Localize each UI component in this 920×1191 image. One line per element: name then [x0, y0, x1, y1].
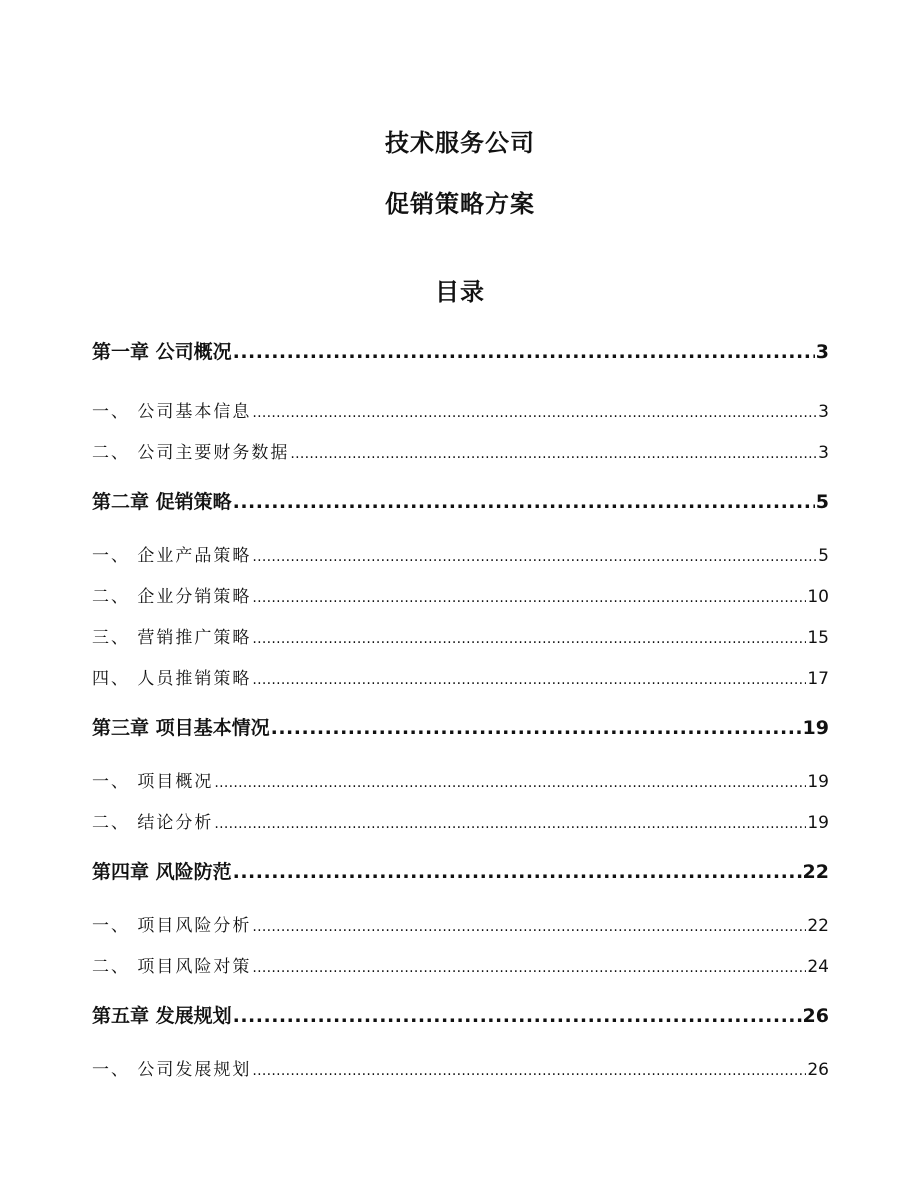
toc-leader-dots	[214, 775, 806, 791]
toc-section-2-4[interactable]	[92, 664, 829, 689]
toc-page-number: 22	[807, 916, 829, 936]
toc-leader-dots	[233, 491, 815, 513]
toc-page-number: 19	[807, 813, 829, 833]
toc-page-number: 24	[807, 957, 829, 977]
toc-leader-dots	[214, 816, 806, 832]
toc-leader-dots	[252, 1063, 806, 1079]
toc-page-number: 22	[802, 861, 829, 883]
toc-chapter-3[interactable]	[92, 713, 829, 740]
toc-entry-label: 第四章 风险防范	[92, 861, 232, 883]
toc-page-number: 5	[815, 491, 829, 513]
toc-section-5-1[interactable]	[92, 1055, 829, 1080]
toc-page-number: 10	[807, 587, 829, 607]
toc-entry-label: 第一章 公司概况	[92, 341, 232, 363]
toc-page-number: 3	[818, 402, 829, 422]
toc-leader-dots	[252, 672, 806, 688]
toc-chapter-5[interactable]	[92, 1001, 829, 1028]
toc-heading: 目录	[435, 278, 485, 306]
toc-leader-dots	[252, 549, 817, 565]
toc-page-number: 17	[807, 669, 829, 689]
toc-leader-dots	[233, 861, 802, 883]
toc-leader-dots	[252, 919, 806, 935]
toc-entry-label: 一、 公司基本信息	[92, 402, 252, 422]
toc-entry-label: 一、 项目风险分析	[92, 916, 252, 936]
toc-entry-label: 二、 项目风险对策	[92, 957, 252, 977]
toc-section-2-1[interactable]	[92, 541, 829, 566]
toc-entry-label: 三、 营销推广策略	[92, 628, 252, 648]
toc-section-4-2[interactable]	[92, 952, 829, 977]
toc-chapter-4[interactable]	[92, 857, 829, 884]
toc-section-2-3[interactable]	[92, 623, 829, 648]
toc-leader-dots	[233, 341, 815, 363]
toc-page-number: 26	[807, 1060, 829, 1080]
toc-page-number: 3	[815, 341, 829, 363]
toc-entry-label: 二、 公司主要财务数据	[92, 443, 290, 463]
toc-section-1-2[interactable]	[92, 438, 829, 463]
toc-leader-dots	[252, 405, 817, 421]
toc-leader-dots	[271, 717, 802, 739]
toc-page-number: 3	[818, 443, 829, 463]
toc-section-3-1[interactable]	[92, 767, 829, 792]
toc-section-4-1[interactable]	[92, 911, 829, 936]
toc-section-3-2[interactable]	[92, 808, 829, 833]
toc-leader-dots	[252, 631, 806, 647]
toc-page-number: 19	[807, 772, 829, 792]
toc-leader-dots	[233, 1005, 802, 1027]
toc-page-number: 26	[802, 1005, 829, 1027]
toc-page-number: 19	[802, 717, 829, 739]
toc-leader-dots	[290, 446, 817, 462]
toc-entry-label: 一、 项目概况	[92, 772, 214, 792]
document-title: 技术服务公司	[385, 129, 535, 157]
toc-chapter-1[interactable]	[92, 337, 829, 364]
toc-entry-label: 二、 结论分析	[92, 813, 214, 833]
toc-entry-label: 一、 公司发展规划	[92, 1060, 252, 1080]
toc-entry-label: 第五章 发展规划	[92, 1005, 232, 1027]
toc-entry-label: 第二章 促销策略	[92, 491, 232, 513]
toc-section-2-2[interactable]	[92, 582, 829, 607]
document-subtitle: 促销策略方案	[385, 190, 535, 218]
toc-leader-dots	[252, 590, 806, 606]
toc-page-number: 5	[818, 546, 829, 566]
toc-section-1-1[interactable]	[92, 397, 829, 422]
toc-entry-label: 二、 企业分销策略	[92, 587, 252, 607]
toc-entry-label: 四、 人员推销策略	[92, 669, 252, 689]
toc-entry-label: 一、 企业产品策略	[92, 546, 252, 566]
toc-entry-label: 第三章 项目基本情况	[92, 717, 270, 739]
toc-leader-dots	[252, 960, 806, 976]
toc-page-number: 15	[807, 628, 829, 648]
toc-chapter-2[interactable]	[92, 487, 829, 514]
